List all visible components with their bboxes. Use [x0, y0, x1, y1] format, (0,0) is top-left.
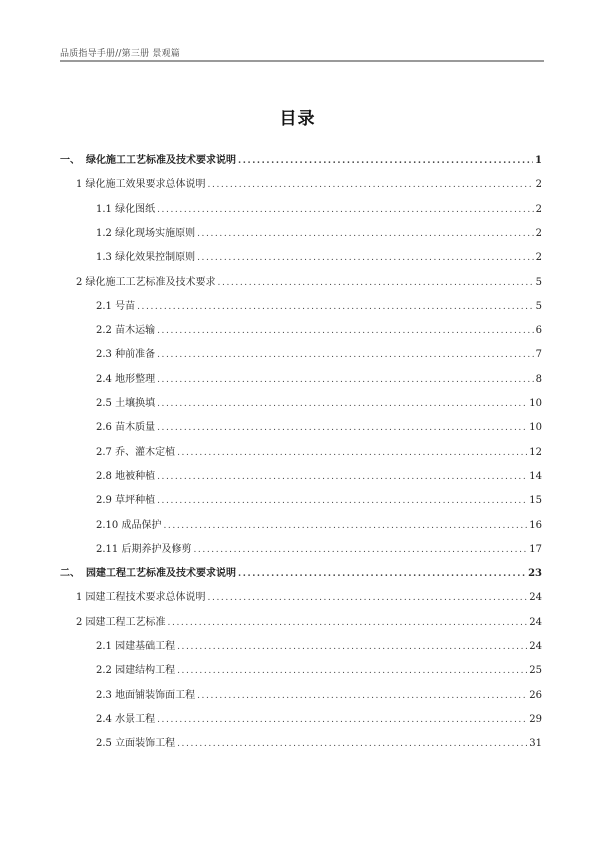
toc-entry-label: 2.3 种前准备	[96, 349, 156, 361]
dot-leader	[157, 324, 534, 338]
toc-page-number: 14	[529, 470, 542, 482]
dot-leader	[157, 421, 527, 435]
toc-entry-label: 2 绿化施工工艺标准及技术要求	[76, 276, 216, 288]
dot-leader	[197, 251, 534, 265]
toc-entry-label: 1.1 绿化图纸	[96, 203, 156, 215]
toc-entry[interactable]	[96, 223, 542, 241]
toc-entry-label: 2 园建工程工艺标准	[76, 616, 166, 628]
toc-entry[interactable]	[96, 709, 542, 727]
dot-leader	[197, 227, 534, 241]
dot-leader	[177, 737, 527, 751]
toc-section-title: 绿化施工工艺标准及技术要求说明	[86, 155, 236, 166]
toc-page-number: 2	[535, 227, 542, 239]
dot-leader	[218, 276, 534, 290]
toc-entry-label: 1.3 绿化效果控制原则	[96, 252, 196, 264]
dot-leader	[137, 300, 534, 314]
toc-entry[interactable]	[96, 539, 542, 557]
toc-entry-label: 1.2 绿化现场实施原则	[96, 227, 196, 239]
dot-leader	[208, 591, 528, 605]
toc-entry[interactable]	[96, 417, 542, 435]
toc-entry-label: 1 绿化施工效果要求总体说明	[76, 179, 206, 191]
toc-page-number: 29	[529, 713, 542, 725]
toc-page-number: 10	[529, 398, 542, 409]
toc-section-number: 二、	[60, 568, 80, 580]
toc-entry-label: 2.7 乔、灌木定植	[96, 446, 176, 458]
toc-entry-label: 2.3 地面铺装饰面工程	[96, 689, 196, 701]
toc-entry-label: 2.5 土壤换填	[96, 398, 156, 409]
toc-entry[interactable]	[96, 685, 542, 703]
page-title: 目录	[279, 109, 316, 129]
dot-leader	[193, 543, 527, 557]
toc-entry[interactable]	[96, 660, 542, 678]
dot-leader	[168, 616, 528, 630]
dot-leader	[157, 713, 527, 727]
toc-page-number: 24	[529, 616, 542, 628]
toc-entry[interactable]	[96, 199, 542, 217]
toc-page-number: 24	[529, 641, 542, 652]
toc-page-number: 24	[529, 592, 542, 604]
toc-page-number: 6	[535, 325, 542, 337]
header-rule	[60, 60, 544, 62]
toc-entry-label	[60, 154, 236, 168]
toc-entry-label: 2.4 地形整理	[96, 373, 156, 385]
toc-page-number: 16	[529, 519, 542, 531]
running-header: 品质指导手册//第三册 景观篇	[60, 49, 180, 59]
toc-entry[interactable]	[76, 587, 542, 605]
toc-entry-label: 2.11 后期养护及修剪	[96, 543, 192, 555]
toc-section-title: 园建工程工艺标准及技术要求说明	[86, 568, 236, 580]
toc-entry-label: 1 园建工程技术要求总体说明	[76, 592, 206, 604]
dot-leader	[163, 519, 527, 533]
toc-entry[interactable]	[76, 612, 542, 630]
dot-leader	[157, 494, 527, 508]
toc-page-number: 2	[535, 203, 542, 215]
toc-entry[interactable]	[76, 174, 542, 192]
dot-leader	[238, 154, 533, 168]
toc-entry[interactable]	[96, 320, 542, 338]
toc-entry-label: 2.1 园建基础工程	[96, 641, 176, 652]
toc-page-number: 2	[535, 179, 542, 191]
dot-leader	[197, 689, 527, 703]
toc-page-number: 23	[528, 568, 542, 580]
toc-entry[interactable]	[96, 442, 542, 460]
toc-entry[interactable]	[76, 272, 542, 290]
toc-entry-label: 2.2 苗木运输	[96, 325, 156, 337]
toc-page-number: 26	[529, 689, 542, 701]
toc-page-number: 31	[529, 738, 542, 750]
toc-page-number: 15	[529, 495, 542, 507]
toc-entry[interactable]	[60, 563, 542, 581]
toc-entry-label: 2.5 立面装饰工程	[96, 738, 176, 750]
toc-page-number: 7	[535, 349, 542, 361]
toc-entry[interactable]	[96, 733, 542, 751]
dot-leader	[177, 664, 527, 678]
toc-entry-label: 2.1 号苗	[96, 300, 136, 312]
toc-page-number: 10	[529, 422, 542, 434]
toc-entry[interactable]	[96, 369, 542, 387]
toc-page-number: 1	[535, 155, 542, 166]
toc-entry-label: 2.2 园建结构工程	[96, 665, 176, 677]
toc-entry[interactable]	[96, 466, 542, 484]
toc-entry[interactable]	[96, 490, 542, 508]
dot-leader	[157, 203, 534, 217]
toc-entry[interactable]	[96, 636, 542, 654]
toc-entry[interactable]	[96, 393, 542, 411]
dot-leader	[208, 178, 534, 192]
toc-entry[interactable]	[96, 344, 542, 362]
toc-entry-label: 2.8 地被种植	[96, 470, 156, 482]
toc-page-number: 5	[535, 276, 542, 288]
toc-entry-label	[60, 567, 236, 581]
toc-entry[interactable]	[96, 296, 542, 314]
toc-page-number: 8	[535, 373, 542, 385]
toc-page-number: 5	[535, 300, 542, 312]
toc-entry-label: 2.9 草坪种植	[96, 495, 156, 507]
toc-section-number: 一、	[60, 155, 80, 166]
toc-entry-label: 2.10 成品保护	[96, 519, 162, 531]
toc-entry[interactable]	[96, 515, 542, 533]
toc-page-number: 12	[529, 446, 542, 458]
toc-entry[interactable]	[60, 150, 542, 168]
toc-entry-label: 2.6 苗木质量	[96, 422, 156, 434]
toc-page-number: 17	[529, 543, 542, 555]
toc-page-number: 2	[535, 252, 542, 264]
toc-entry[interactable]	[96, 247, 542, 265]
dot-leader	[238, 567, 526, 581]
dot-leader	[157, 470, 527, 484]
dot-leader	[177, 446, 527, 460]
toc-entry-label: 2.4 水景工程	[96, 713, 156, 725]
dot-leader	[177, 640, 527, 654]
dot-leader	[157, 373, 534, 387]
toc-page-number: 25	[529, 665, 542, 677]
dot-leader	[157, 397, 527, 411]
dot-leader	[157, 348, 534, 362]
